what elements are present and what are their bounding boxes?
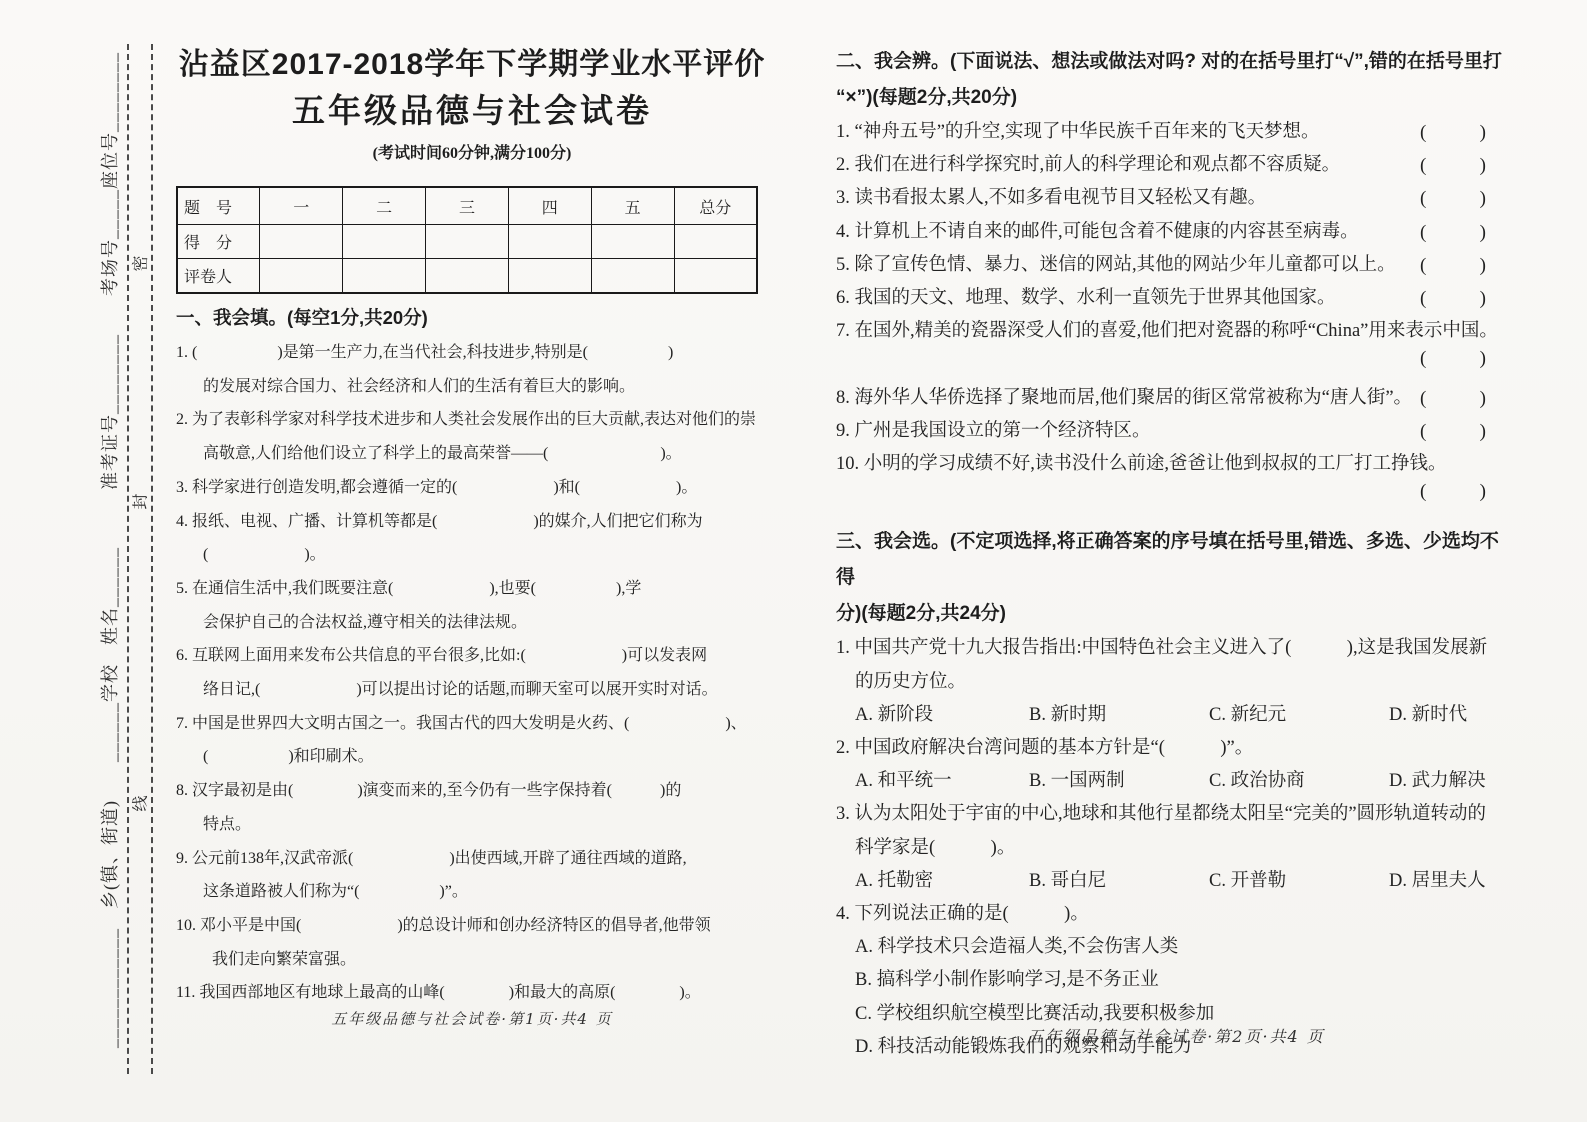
score-table bbox=[176, 186, 758, 294]
question-line: 4. 报纸、电视、广播、计算机等都是( )的媒介,人们把它们称为 bbox=[176, 512, 703, 530]
mc-options-row bbox=[836, 865, 1516, 898]
open-paren-icon: ( bbox=[1420, 122, 1427, 143]
mc-option: D. 居里夫人 bbox=[1389, 870, 1486, 891]
score-table-empty-cell bbox=[343, 225, 426, 259]
mc-option: B. 新时期 bbox=[1029, 704, 1107, 725]
answer-bracket bbox=[1420, 116, 1486, 149]
open-paren-icon: ( bbox=[1420, 420, 1427, 442]
close-paren-icon: ) bbox=[1479, 420, 1486, 442]
score-table-column-header: 五 bbox=[591, 187, 674, 225]
close-paren-icon: ) bbox=[1479, 155, 1486, 177]
mc-options-row bbox=[836, 765, 1516, 798]
answer-bracket bbox=[1420, 216, 1486, 249]
tf-item-text: 5. 除了宣传色情、暴力、迷信的网站,其他的网站少年儿童都可以上。 bbox=[836, 254, 1396, 275]
question-line: 络日记,( )可以提出讨论的话题,而聊天室可以展开实时对话。 bbox=[203, 681, 718, 699]
mc-option: C. 学校组织航空模型比赛活动,我要积极参加 bbox=[855, 1003, 1215, 1024]
answer-bracket bbox=[1420, 415, 1486, 448]
mc-option: A. 新阶段 bbox=[855, 704, 934, 725]
open-paren-icon: ( bbox=[1420, 387, 1427, 409]
tf-item-text: 3. 读书看报太累人,不如多看电视节目又轻松又有趣。 bbox=[836, 188, 1267, 209]
section3-questions bbox=[836, 632, 1516, 1064]
close-paren-icon: ) bbox=[1479, 188, 1486, 210]
section2-heading-line2: “×”)(每题2分,共20分) bbox=[836, 87, 1018, 108]
mc-option: A. 和平统一 bbox=[855, 771, 952, 792]
tf-item bbox=[836, 415, 1516, 448]
tf-item-text: 7. 在国外,精美的瓷器深受人们的喜爱,他们把对瓷器的称呼“China”用来表示中国。 bbox=[836, 321, 1498, 342]
section3-heading-line2: 分)(每题2分,共24分) bbox=[836, 603, 1006, 625]
score-table-column-header: 四 bbox=[508, 187, 591, 225]
close-paren-icon: ) bbox=[1479, 254, 1486, 276]
tf-item bbox=[836, 448, 1516, 481]
question-line: 会保护自己的合法权益,遵守相关的法律法规。 bbox=[203, 613, 528, 631]
exam-page-1 bbox=[176, 46, 768, 1010]
section2-items bbox=[836, 116, 1516, 514]
close-paren-icon: ) bbox=[1479, 122, 1486, 143]
open-paren-icon: ( bbox=[1420, 221, 1427, 243]
score-table-empty-cell bbox=[591, 259, 674, 294]
question-line: 11. 我国西部地区有地球上最高的山峰( )和最大的高原( )。 bbox=[176, 984, 701, 1002]
question-line: 我们走向繁荣富强。 bbox=[212, 950, 357, 968]
tf-item bbox=[836, 382, 1516, 415]
close-paren-icon: ) bbox=[1479, 288, 1486, 310]
mc-option: D. 武力解决 bbox=[1389, 771, 1486, 792]
tf-item-text: 2. 我们在进行科学探究时,前人的科学理论和观点都不容质疑。 bbox=[836, 155, 1341, 176]
mc-option: D. 科技活动能锻炼我们的观察和动手能力 bbox=[855, 1036, 1193, 1057]
mc-question-line: 4. 下列说法正确的是( )。 bbox=[836, 904, 1089, 925]
tf-item-text: 4. 计算机上不请自来的邮件,可能包含着不健康的内容甚至病毒。 bbox=[836, 221, 1359, 242]
question-line: 2. 为了表彰科学家对科学技术进步和人类社会发展作出的巨大贡献,表达对他们的崇 bbox=[176, 411, 757, 429]
score-table-empty-cell bbox=[426, 225, 509, 259]
question-line: 6. 互联网上面用来发布公共信息的平台很多,比如:( )可以发表网 bbox=[176, 647, 708, 665]
seal-dashed-line-outer bbox=[151, 44, 153, 1074]
mc-option: B. 一国两制 bbox=[1029, 771, 1125, 792]
question-line: 8. 汉字最初是由( )演变而来的,至今仍有一些字保持着( )的 bbox=[176, 782, 682, 800]
answer-bracket bbox=[1420, 182, 1486, 215]
tf-item bbox=[836, 182, 1516, 215]
answer-bracket bbox=[1420, 348, 1486, 370]
score-table-empty-cell bbox=[343, 259, 426, 294]
tf-item-text: 10. 小明的学习成绩不好,读书没什么前途,爸爸让他到叔叔的工厂打工挣钱。 bbox=[836, 454, 1447, 475]
page2-footer: 五年级品德与社会试卷·第2页·共4 页 bbox=[1027, 1027, 1325, 1046]
question-line: 1. ( )是第一生产力,在当代社会,科技进步,特别是( ) bbox=[176, 344, 674, 361]
section3-block bbox=[836, 524, 1516, 1064]
question-line: 5. 在通信生活中,我们既要注意( ),也要( ),学 bbox=[176, 579, 642, 597]
question-line: 3. 科学家进行创造发明,都会遵循一定的( )和( )。 bbox=[176, 478, 698, 496]
tf-item bbox=[836, 282, 1516, 315]
answer-bracket bbox=[1420, 149, 1486, 182]
score-table-empty-cell bbox=[674, 259, 757, 294]
question-line: 特点。 bbox=[203, 815, 252, 833]
open-paren-icon: ( bbox=[1420, 188, 1427, 210]
score-table-row-label: 评卷人 bbox=[177, 259, 260, 294]
section1-heading: 一、我会填。(每空1分,共20分) bbox=[176, 307, 428, 328]
answer-bracket bbox=[1420, 382, 1486, 415]
score-table-column-header: 一 bbox=[260, 187, 343, 225]
open-paren-icon: ( bbox=[1420, 481, 1427, 503]
section3-heading-line1: 三、我会选。(不定项选择,将正确答案的序号填在括号里,错选、多选、少选均不得 bbox=[836, 531, 1499, 589]
score-table-column-header: 二 bbox=[343, 187, 426, 225]
mc-option: B. 搞科学小制作影响学习,是不务正业 bbox=[855, 970, 1159, 991]
tf-item-text: 6. 我国的天文、地理、数学、水利一直领先于世界其他国家。 bbox=[836, 288, 1336, 309]
score-table-empty-cell bbox=[508, 225, 591, 259]
score-table-empty-cell bbox=[508, 259, 591, 294]
open-paren-icon: ( bbox=[1420, 348, 1427, 370]
score-table-empty-cell bbox=[260, 225, 343, 259]
mc-question-line: 的历史方位。 bbox=[855, 671, 967, 692]
mc-option: C. 新纪元 bbox=[1209, 704, 1287, 725]
mc-option: D. 新时代 bbox=[1389, 704, 1468, 725]
mc-question-line: 1. 中国共产党十九大报告指出:中国特色社会主义进入了( ),这是我国发展新 bbox=[836, 638, 1488, 659]
tf-item bbox=[836, 249, 1516, 282]
score-table-row-label: 得 分 bbox=[177, 225, 260, 259]
answer-bracket bbox=[1420, 249, 1486, 282]
tf-item bbox=[836, 149, 1516, 182]
tf-item bbox=[836, 116, 1516, 149]
score-table-empty-cell bbox=[591, 225, 674, 259]
exam-subtitle: (考试时间60分钟,满分100分) bbox=[372, 145, 572, 162]
question-line: 这条道路被人们称为“( )”。 bbox=[203, 883, 468, 901]
score-table-empty-cell bbox=[674, 225, 757, 259]
tf-item bbox=[836, 315, 1516, 348]
question-line: 9. 公元前138年,汉武帝派( )出使西域,开辟了通往西域的道路, bbox=[176, 849, 687, 867]
question-line: 高敬意,人们给他们设立了科学上的最高荣誉——( )。 bbox=[203, 445, 682, 463]
close-paren-icon: ) bbox=[1479, 481, 1486, 503]
mc-option: A. 托勒密 bbox=[855, 870, 934, 891]
close-paren-icon: ) bbox=[1479, 387, 1486, 409]
margin-student-info-fields: ____________ 乡(镇、街道) ______学校 姓名______ 准考证号________ 考场号_____座位号________ bbox=[100, 52, 120, 1048]
tf-item-text: 8. 海外华人华侨选择了聚地而居,他们聚居的街区常常被称为“唐人街”。 bbox=[836, 387, 1413, 408]
exam-title-line2: 五年级品德与社会试卷 bbox=[292, 92, 652, 129]
open-paren-icon: ( bbox=[1420, 155, 1427, 177]
section2-heading-line1: 二、我会辨。(下面说法、想法或做法对吗? 对的在括号里打“√”,错的在括号里打 bbox=[836, 51, 1502, 72]
mc-option: C. 政治协商 bbox=[1209, 771, 1305, 792]
page1-footer: 五年级品德与社会试卷·第1页·共4 页 bbox=[331, 1010, 613, 1028]
tf-item-text: 1. “神舟五号”的升空,实现了中华民族千百年来的飞天梦想。 bbox=[836, 122, 1320, 142]
mc-options-row bbox=[836, 699, 1516, 732]
question-line: 的发展对综合国力、社会经济和人们的生活有着巨大的影响。 bbox=[203, 377, 636, 395]
question-line: 10. 邓小平是中国( )的总设计师和创办经济特区的倡导者,他带领 bbox=[176, 916, 711, 934]
score-table-empty-cell bbox=[260, 259, 343, 294]
question-line: 7. 中国是世界四大文明古国之一。我国古代的四大发明是火药、( )、 bbox=[176, 714, 747, 732]
seal-char-xian: 线 bbox=[132, 795, 150, 812]
seal-dashed-line-inner bbox=[127, 44, 129, 1074]
mc-question-line: 2. 中国政府解决台湾问题的基本方针是“( )”。 bbox=[836, 738, 1254, 759]
open-paren-icon: ( bbox=[1420, 288, 1427, 310]
exam-page-2 bbox=[836, 44, 1516, 1064]
seal-char-mi: 密 bbox=[132, 255, 150, 272]
seal-char-feng: 封 bbox=[132, 493, 150, 510]
answer-bracket bbox=[1420, 282, 1486, 315]
mc-question-line: 科学家是( )。 bbox=[855, 837, 1016, 858]
tf-item-text: 9. 广州是我国设立的第一个经济特区。 bbox=[836, 420, 1151, 441]
answer-bracket bbox=[1420, 481, 1486, 503]
mc-option: A. 科学技术只会造福人类,不会伤害人类 bbox=[855, 937, 1179, 958]
mc-question-line: 3. 认为太阳处于宇宙的中心,地球和其他行星都绕太阳呈“完美的”圆形轨道转动的 bbox=[836, 804, 1487, 825]
tf-item-bracket-line bbox=[836, 348, 1516, 381]
mc-option: C. 开普勒 bbox=[1209, 870, 1287, 891]
tf-item-bracket-line bbox=[836, 481, 1516, 514]
question-line: ( )。 bbox=[203, 546, 326, 564]
exam-title-line1: 沾益区2017-2018学年下学期学业水平评价 bbox=[178, 48, 766, 81]
mc-option: B. 哥白尼 bbox=[1029, 870, 1107, 891]
score-table-corner-label: 题 号 bbox=[177, 187, 260, 225]
close-paren-icon: ) bbox=[1479, 348, 1486, 370]
question-line: ( )和印刷术。 bbox=[203, 748, 374, 766]
score-table-empty-cell bbox=[426, 259, 509, 294]
close-paren-icon: ) bbox=[1479, 221, 1486, 243]
open-paren-icon: ( bbox=[1420, 254, 1427, 276]
score-table-column-header: 三 bbox=[426, 187, 509, 225]
tf-item bbox=[836, 216, 1516, 249]
score-table-column-header: 总分 bbox=[674, 187, 757, 225]
section1-questions bbox=[176, 336, 768, 1010]
